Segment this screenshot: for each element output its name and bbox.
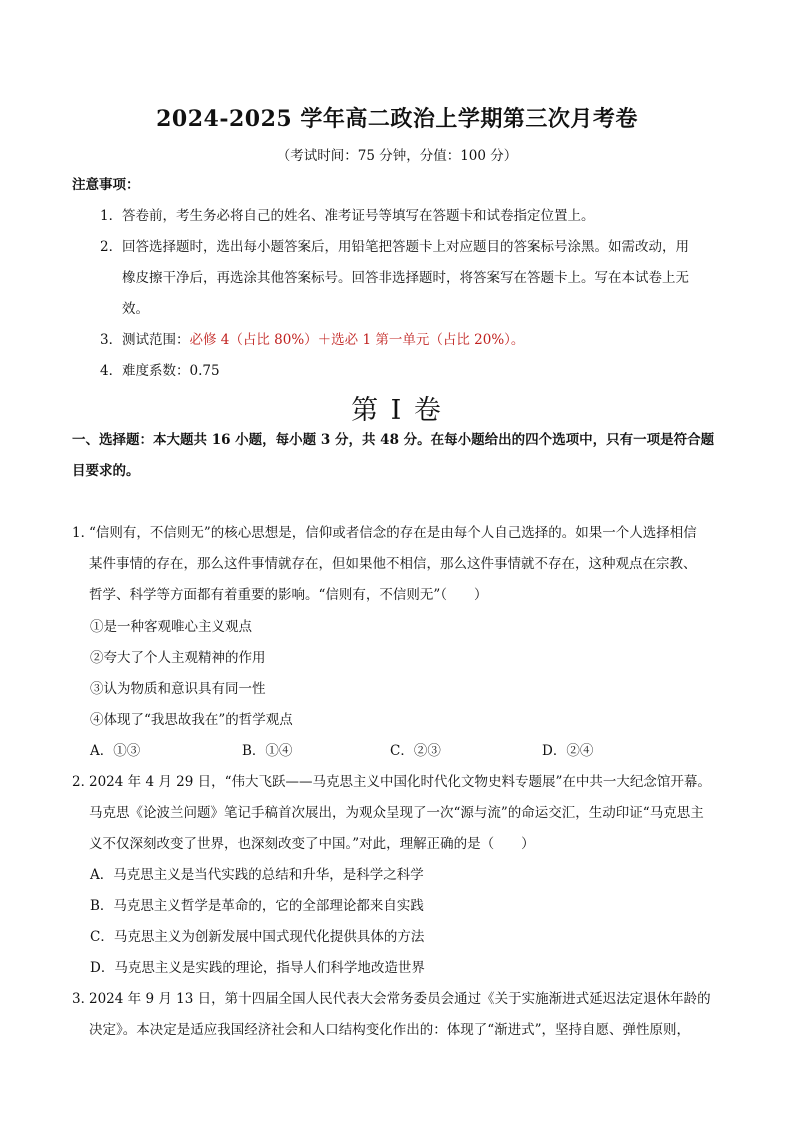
note-text: 难度系数：0.75 <box>122 363 220 379</box>
choice-b: B．①④ <box>242 743 293 759</box>
question-stem-line-1: “信则有，不信则无”的核心思想是，信仰或者信念的存在是由每个人自己选择的。如果一个人选择相信 <box>89 525 697 541</box>
note-number: 3． <box>100 332 123 348</box>
question-stem-line-1: 2024 年 4 月 29 日，“伟大飞跃——马克思主义中国化时代化文物史料专题展”在中共一大纪念馆开幕。 <box>89 774 711 790</box>
statement-3: ③认为物质和意识具有同一性 <box>90 681 266 697</box>
exam-title: 2024-2025 学年高二政治上学期第三次月考卷 <box>156 106 638 132</box>
note-text: 答卷前，考生务必将自己的姓名、准考证号等填写在答题卡和试卷指定位置上。 <box>122 208 595 224</box>
question-stem-line-1: 2024 年 9 月 13 日，第十四届全国人民代表大会常务委员会通过《关于实施渐进式延迟法定退休年龄的 <box>89 991 711 1007</box>
option-d: D．马克思主义是实践的理论，指导人们科学地改造世界 <box>90 960 425 976</box>
note-text-suffix: 。 <box>510 332 525 348</box>
statement-1: ①是一种客观唯心主义观点 <box>90 619 252 635</box>
notes-heading: 注意事项： <box>72 177 140 193</box>
choice-c: C．②③ <box>390 743 441 759</box>
option-b: B．马克思主义哲学是革命的，它的全部理论都来自实践 <box>90 898 424 914</box>
note-text-prefix: 测试范围： <box>122 332 190 348</box>
choice-a: A．①③ <box>90 743 141 759</box>
question-stem-line-2: 决定》。本决定是适应我国经济社会和人口结构变化作出的：体现了“渐进式”，坚持自愿、弹性原则， <box>89 1022 691 1038</box>
note-number: 1． <box>100 208 123 224</box>
choice-d: D．②④ <box>542 743 594 759</box>
option-a: A．马克思主义是当代实践的总结和升华，是科学之科学 <box>90 867 424 883</box>
section-heading-line-2: 目要求的。 <box>72 463 140 479</box>
question-stem-line-2: 马克思《论波兰问题》笔记手稿首次展出，为观众呈现了一次“源与流”的命运交汇，生动印证“马克思主 <box>89 805 704 821</box>
note-text-line-1: 回答选择题时，选出每小题答案后，用铅笔把答题卡上对应题目的答案标号涂黑。如需改动，用 <box>122 239 689 255</box>
section-heading <box>72 425 732 487</box>
statement-2: ②夸大了个人主观精神的作用 <box>90 650 266 666</box>
section-heading-line-1: 一、选择题：本大题共 16 小题，每小题 3 分，共 48 分。在每小题给出的四个选项中，只有一项是符合题 <box>72 432 715 448</box>
question-2-stem <box>72 767 732 860</box>
note-item-4 <box>100 356 728 387</box>
statement-4: ④体现了“我思故我在”的哲学观点 <box>90 712 293 728</box>
question-1-stem <box>72 518 732 611</box>
note-item-2 <box>100 232 728 325</box>
exam-subtitle: （考试时间：75 分钟，分值：100 分） <box>276 148 518 164</box>
question-1-choices <box>90 736 730 767</box>
question-stem-line-3: 哲学、科学等方面都有着重要的影响。“信则有，不信则无”（ ） <box>89 587 488 603</box>
note-number: 2． <box>100 239 123 255</box>
note-item-1 <box>100 201 728 232</box>
note-number: 4． <box>100 363 123 379</box>
question-stem-line-3: 义不仅深刻改变了世界，也深刻改变了中国。”对此，理解正确的是（ ） <box>89 836 535 852</box>
question-number: 3． <box>72 991 95 1007</box>
question-number: 1． <box>72 525 95 541</box>
question-3-stem <box>72 984 732 1046</box>
test-scope-highlight: 必修 4（占比 80%）＋选必 1 第一单元（占比 20%） <box>189 332 511 348</box>
note-text-line-2: 橡皮擦干净后，再选涂其他答案标号。回答非选择题时，将答案写在答题卡上。写在本试卷上无 <box>122 270 689 286</box>
note-text-line-3: 效。 <box>122 301 149 317</box>
question-number: 2． <box>72 774 95 790</box>
note-item-3 <box>100 325 728 356</box>
option-c: C．马克思主义为创新发展中国式现代化提供具体的方法 <box>90 929 425 945</box>
question-stem-line-2: 某件事情的存在，那么这件事情就存在，但如果他不相信，那么这件事情就不存在，这种观点在宗教、 <box>89 556 697 572</box>
section-title: 第 I 卷 <box>351 395 443 426</box>
